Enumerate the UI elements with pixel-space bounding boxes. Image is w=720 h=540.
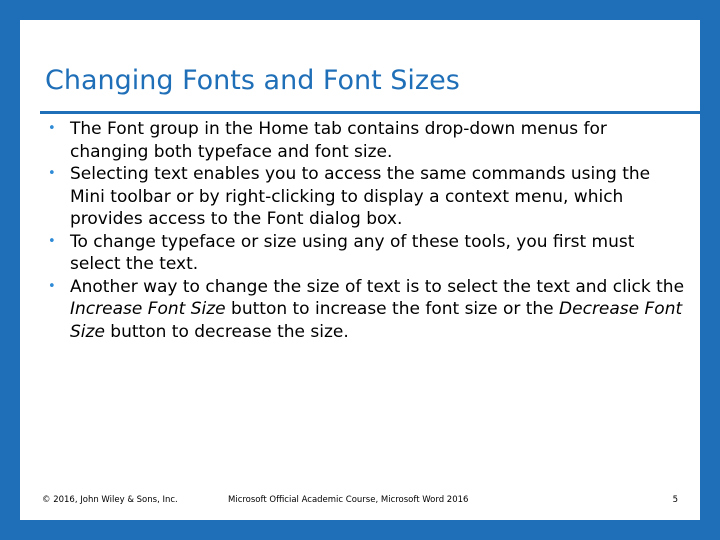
bullet-item [48,276,688,344]
page-number: 5 [672,495,678,505]
bullet-text: Another way to change the size of text is to select the text and click the [70,276,685,297]
bullet-dot-icon: • [48,233,56,249]
slide-title: Changing Fonts and Font Sizes [45,65,460,96]
bullet-dot-icon: • [48,166,56,181]
slide [20,20,700,520]
decrease-font-size-term: Decrease Font Size [70,299,683,342]
bullet-text: The Font group in the Home tab contains drop-down menus for changing both typeface and font size. [70,119,607,162]
footer-course: Microsoft Official Academic Course, Microsoft Word 2016 [228,495,469,505]
bullet-text: To change typeface or size using any of these tools, you first must select the text. [70,231,635,274]
bullet-dot-icon: • [48,278,56,294]
bullet-text: button to decrease the size. [104,321,349,342]
bullet-item [48,163,688,231]
bullet-item [48,231,688,276]
bullet-text: button to increase the font size or the [225,299,560,319]
bullet-text: Selecting text enables you to access the same commands using the Mini toolbar or by right-clicking to display a context menu, which provides access to the Font dialog box. [70,164,651,229]
footer-copyright: © 2016, John Wiley & Sons, Inc. [42,495,178,505]
bullet-item [48,118,688,163]
bullet-dot-icon: • [48,121,56,136]
increase-font-size-term: Increase Font Size [70,299,226,319]
title-divider [40,111,700,114]
bullet-list [48,118,688,343]
